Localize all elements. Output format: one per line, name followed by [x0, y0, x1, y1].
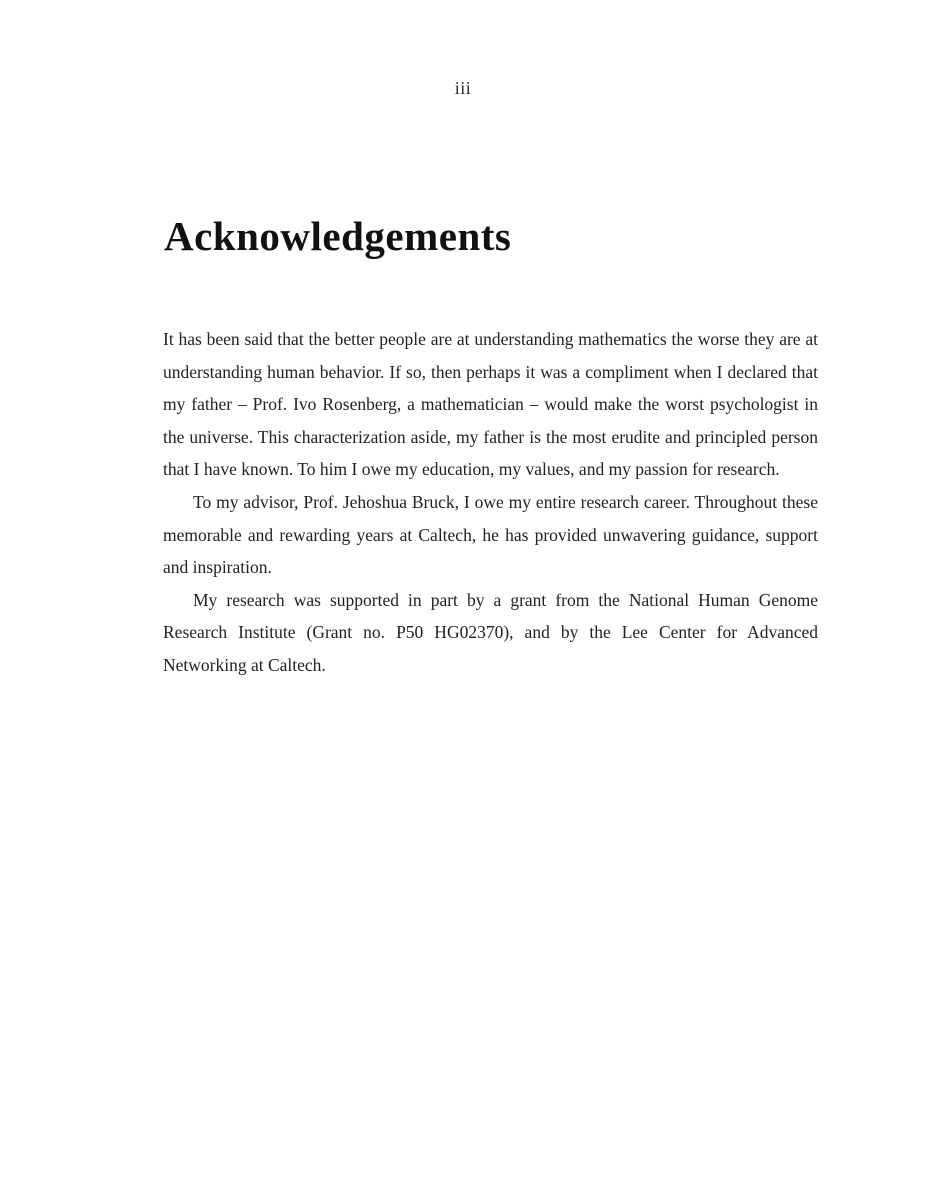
paragraph: It has been said that the better people are at understanding mathematics the worse they are at understanding human behavior. If so, then perhaps it was a compliment when I declared that my father – Prof. Ivo Rosenberg, a mathematician – would make the worst psychologist in the universe. This characterization aside, my father is the most erudite and principled person that I have known. To him I owe my education, my values, and my passion for research. — [163, 329, 818, 480]
chapter-heading: Acknowledgements — [164, 213, 512, 259]
body-text — [163, 323, 818, 682]
page-number: iii — [454, 78, 472, 98]
paragraph: To my advisor, Prof. Jehoshua Bruck, I owe my entire research career. Throughout these memorable and rewarding years at Caltech, he has provided unwavering guidance, support and inspiration. — [163, 491, 818, 578]
paragraph: My research was supported in part by a grant from the National Human Genome Research Institute (Grant no. P50 HG02370), and by the Lee Center for Advanced Networking at Caltech. — [163, 589, 818, 675]
